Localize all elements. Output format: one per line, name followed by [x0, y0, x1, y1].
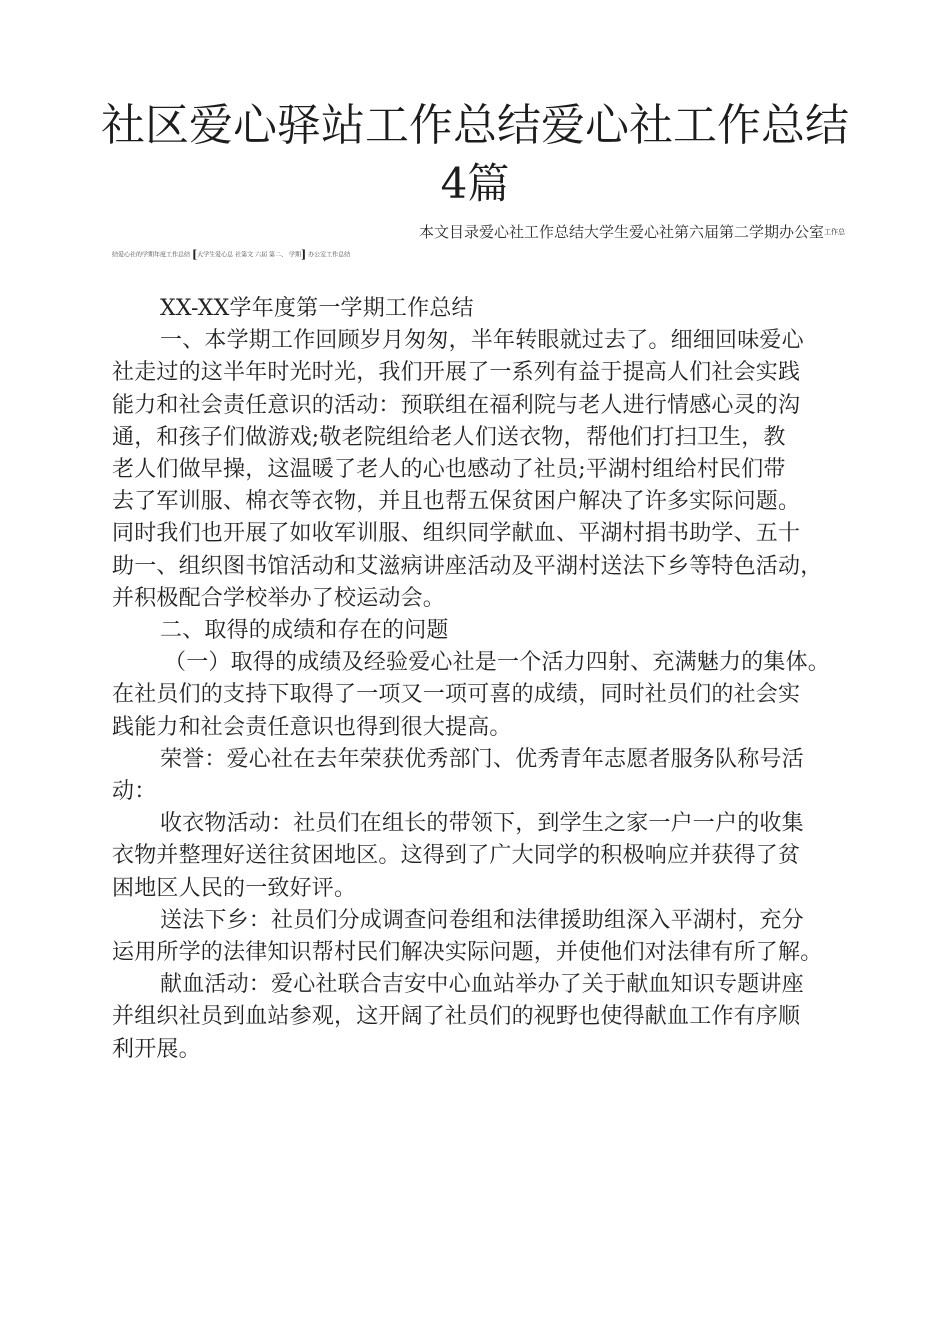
paragraph-line: 社走过的这半年时光时光，我们开展了一系列有益于提高人们社会实践: [112, 360, 801, 386]
paragraph-line: 并积极配合学校举办了校运动会。: [112, 585, 446, 611]
paragraph-line: 利开展。: [112, 1036, 201, 1062]
toc-small-f: 学期: [288, 251, 301, 259]
paragraph-line: 送法下乡：社员们分成调查问卷组和法律援助组深入平湖村，充分: [160, 907, 804, 933]
toc-small-g: 办公室工作总结: [308, 251, 351, 259]
toc-sub3: 、: [281, 251, 288, 259]
table-of-contents-line-small: [112, 250, 350, 261]
paragraph-line: 动：: [112, 779, 157, 805]
bracket-glyph: [: [191, 248, 198, 261]
toc-small-a: 结爱心社的学期年度工作总结: [112, 251, 191, 259]
toc-sub2: 文: [247, 251, 254, 259]
paragraph-line: 在社员们的支持下取得了一项又一项可喜的成绩，同时社员们的社会实: [112, 682, 801, 708]
paragraph-line: 能力和社会责任意识的活动：预联组在福利院与老人进行情感心灵的沟: [112, 392, 801, 418]
paragraph-line: 运用所学的法律知识帮村民们解决实际问题，并使他们对法律有所了解。: [112, 940, 823, 966]
toc-small-d: 六届: [255, 251, 268, 259]
toc-small-b: 大学生爱心: [197, 251, 228, 259]
section-heading: XX-XX学年度第一学期工作总结: [160, 296, 474, 321]
paragraph-line: 老人们做早操，这温暖了老人的心也感动了社员;平湖村组给村民们带: [112, 457, 786, 483]
paragraph-line: 衣物并整理好送往贫困地区。这得到了广大同学的积极响应并获得了贫: [112, 843, 801, 869]
toc-sub1: 总: [227, 251, 234, 259]
paragraph-line: （一）取得的成绩及经验爱心社是一个活力四射、充满魅力的集体。: [164, 650, 831, 676]
paragraph-line: 一、本学期工作回顾岁月匆匆，半年转眼就过去了。细细回味爱心: [160, 328, 804, 354]
toc-tail-small: 工作总: [824, 228, 845, 236]
document-body: [112, 293, 852, 1066]
paragraph-line: 收衣物活动：社员们在组长的带领下，到学生之家一户一户的收集: [160, 811, 804, 837]
paragraph-line: 践能力和社会责任意识也得到很大提高。: [112, 714, 512, 740]
paragraph-line: 去了军训服、棉衣等衣物，并且也帮五保贫困户解决了许多实际问题。: [112, 489, 801, 515]
document-title-line1: 社区爱心驿站工作总结爱心社工作总结: [101, 100, 849, 151]
paragraph-line: 通，和孩子们做游戏;敬老院组给老人们送衣物，帮他们打扫卫生，教: [112, 424, 786, 450]
paragraph-line: 同时我们也开展了如收军训服、组织同学献血、平湖村捐书助学、五十: [112, 521, 801, 547]
toc-small-e: 第二: [269, 251, 282, 259]
bracket-glyph: ]: [300, 248, 307, 261]
section-heading: 二、取得的成绩和存在的问题: [160, 618, 449, 644]
paragraph-line: 助一、组织图书馆活动和艾滋病讲座活动及平湖村送法下乡等特色活动，: [112, 553, 823, 579]
paragraph-line: 并组织社员到血站参观，这开阔了社员们的视野也使得献血工作有序顺: [112, 1004, 801, 1030]
paragraph-line: 荣誉：爱心社在去年荣获优秀部门、优秀青年志愿者服务队称号活: [160, 746, 804, 772]
toc-small-c: 社第: [235, 251, 248, 259]
table-of-contents-line: [419, 222, 845, 242]
paragraph-line: 献血活动：爱心社联合吉安中心血站举办了关于献血知识专题讲座: [160, 972, 804, 998]
document-title-line2: 4篇: [440, 159, 510, 208]
paragraph-line: 困地区人民的一致好评。: [112, 875, 357, 901]
toc-main-text: 本文目录爱心社工作总结大学生爱心社第六届第二学期办公室: [418, 223, 824, 241]
